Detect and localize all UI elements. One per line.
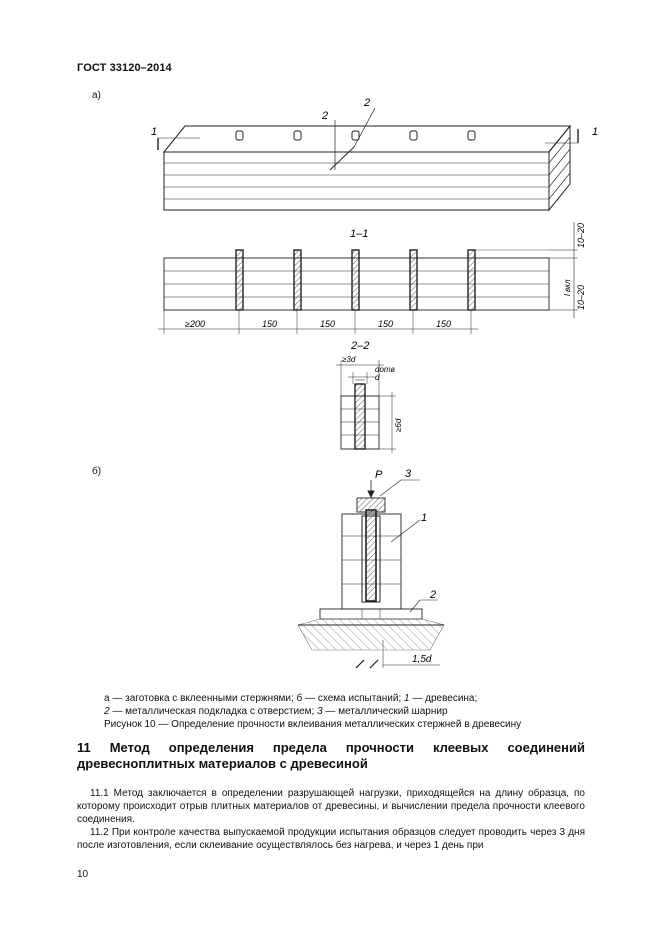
document-header: ГОСТ 33120–2014: [77, 62, 172, 74]
dim-rod-diameter: d: [375, 373, 380, 382]
dim-spacing-3: 150: [378, 319, 394, 329]
section-mark-right: 1: [592, 126, 599, 138]
dim-top-edge: 10–20: [576, 222, 586, 248]
figure-label-a: а): [92, 90, 101, 101]
dim-width-3d: ≥3d: [342, 355, 356, 364]
rod-heads: [236, 131, 475, 140]
callout-metal-plate-a: 2: [322, 110, 329, 122]
paragraph-11-1: 11.1 Метод заключается в определении разрушающей нагрузки, приходящейся на длину образца, по которому происходит отрыв плитных материалов от древесины, и вычислении предела прочности клеевого соединения.: [77, 788, 585, 825]
load-label: P: [375, 469, 383, 481]
dim-glue-length: l вкл: [563, 279, 572, 296]
figure-title: Рисунок 10 — Определение прочности вклеивания металлических стержней в древесину: [104, 719, 522, 730]
section-2-title: 2–2: [351, 340, 370, 352]
section-mark-left: 1: [151, 126, 158, 138]
section-1-title: 1–1: [350, 228, 369, 240]
page-number: 10: [77, 869, 89, 880]
dim-hole-diameter: dотв: [375, 365, 395, 374]
dim-base-15d: 1,5d: [412, 654, 432, 665]
callout-wood: 1: [421, 512, 428, 524]
caption-line-2: 2 — металлическая подкладка с отверстием; 3 — металлический шарнир: [104, 706, 448, 717]
callout-plate: 2: [430, 589, 437, 601]
blank-3d-view: [158, 108, 578, 210]
paragraph-11-2: 11.2 При контроле качества выпускаемой продукции испытания образцов следует проводить через 3 дня после изготовления, если склеивание осуществлялось без нагрева, и через 1 день при: [77, 827, 585, 851]
callout-metal-plate-b: 2: [364, 97, 371, 109]
test-scheme: [298, 480, 444, 668]
dim-depth-6d: ≥6d: [394, 418, 403, 432]
dim-spacing-4: 150: [436, 319, 452, 329]
dim-first-rod: ≥200: [185, 319, 205, 329]
callout-hinge: 3: [405, 468, 412, 480]
caption-line-1: а — заготовка с вклеенными стержнями; б — схема испытаний; 1 — древесина;: [104, 693, 478, 704]
section-heading: 11 Метод определения предела прочности клеевых соединений древесноплитных материалов с древесиной: [77, 740, 585, 771]
dim-spacing-2: 150: [320, 319, 336, 329]
dim-spacing-1: 150: [262, 319, 278, 329]
figure-label-b: б): [92, 466, 102, 477]
dim-bottom-edge: 10–20: [576, 284, 586, 310]
